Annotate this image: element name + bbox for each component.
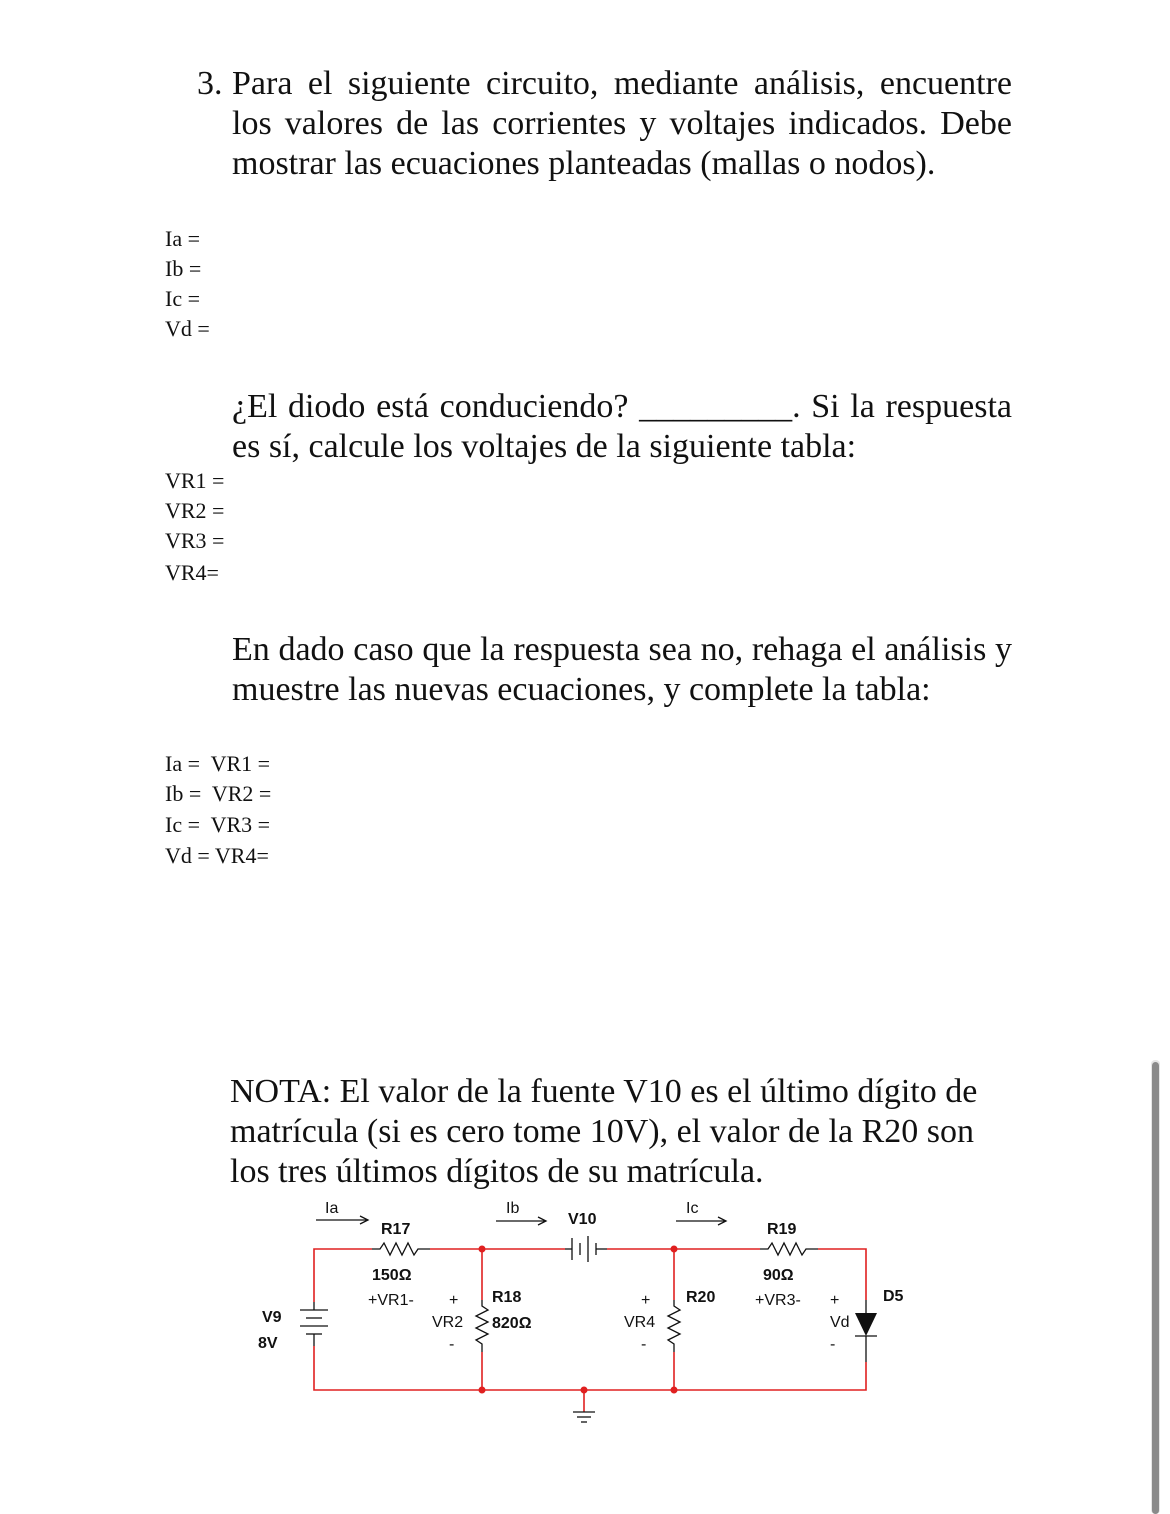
current-arrow-ic-icon xyxy=(676,1217,726,1225)
label-v9-value: 8V xyxy=(258,1335,278,1352)
answer-row-3: Ic = VR3 = xyxy=(165,812,271,837)
v9-battery-icon xyxy=(300,1302,328,1346)
v10-battery-icon xyxy=(565,1236,607,1262)
note: NOTA: El valor de la fuente V10 es el último dígito de matrícula (si es cero tome 10V), el valor de la R20 son los tres últimos dígitos de su matrícula. xyxy=(230,1073,978,1190)
label-v9: V9 xyxy=(262,1309,282,1326)
label-vd: Vd xyxy=(830,1314,850,1331)
node-dot xyxy=(671,1246,677,1252)
label-r19: R19 xyxy=(767,1221,797,1238)
label-r17: R17 xyxy=(381,1221,411,1238)
alt-instruction: En dado caso que la respuesta sea no, rehaga el análisis y muestre las nuevas ecuaciones, y complete la tabla: xyxy=(232,631,1012,708)
answer-ia: Ia = xyxy=(165,226,200,251)
label-vr4-plus: + xyxy=(641,1292,651,1309)
r18-resistor-icon xyxy=(476,1300,488,1352)
answer-row-4: Vd = VR4= xyxy=(165,843,269,868)
label-v10: V10 xyxy=(568,1211,597,1228)
d5-diode-triangle xyxy=(855,1313,877,1336)
node-dot xyxy=(581,1387,587,1393)
label-ic: Ic xyxy=(686,1200,699,1217)
problem-statement xyxy=(197,64,1012,184)
label-vr2-plus: + xyxy=(449,1292,459,1309)
answer-ib: Ib = xyxy=(165,256,202,281)
label-vd-minus: - xyxy=(830,1336,836,1353)
node-dot xyxy=(671,1387,677,1393)
label-r18: R18 xyxy=(492,1289,522,1306)
label-vr2: VR2 xyxy=(432,1314,464,1331)
label-vr2-minus: - xyxy=(449,1336,455,1353)
problem-number: 3. xyxy=(197,65,223,102)
answer-row-2: Ib = VR2 = xyxy=(165,781,272,806)
answer-vd: Vd = xyxy=(165,316,210,341)
node-dot xyxy=(479,1246,485,1252)
answer-ic: Ic = xyxy=(165,286,200,311)
circuit-diagram xyxy=(0,1190,1000,1450)
r17-resistor-icon xyxy=(372,1243,430,1255)
problem-text: Para el siguiente circuito, mediante análisis, encuentre los valores de las corrientes y voltajes indicados. Debe mostrar las ecuaciones planteadas (mallas o nodos). xyxy=(232,65,1012,182)
answer-row-1: Ia = VR1 = xyxy=(165,751,271,776)
answer-vr3: VR3 = xyxy=(165,528,225,553)
label-d5: D5 xyxy=(883,1288,904,1305)
label-ib: Ib xyxy=(506,1200,520,1217)
r19-resistor-icon xyxy=(760,1243,818,1255)
node-dot xyxy=(479,1387,485,1393)
label-vr4: VR4 xyxy=(624,1314,656,1331)
label-vr4-minus: - xyxy=(641,1336,647,1353)
answer-vr2: VR2 = xyxy=(165,498,225,523)
scrollbar-thumb[interactable] xyxy=(1152,1062,1159,1514)
label-vd-plus: + xyxy=(830,1292,840,1309)
r20-resistor-icon xyxy=(668,1300,680,1352)
label-vr1: +VR1- xyxy=(368,1292,414,1309)
current-arrow-ib-icon xyxy=(496,1217,546,1225)
answer-vr4: VR4= xyxy=(165,560,219,585)
ground-icon xyxy=(573,1412,595,1422)
label-r19-value: 90Ω xyxy=(763,1267,794,1284)
current-arrow-ia-icon xyxy=(316,1216,368,1224)
label-vr3: +VR3- xyxy=(755,1292,801,1309)
diode-question: ¿El diodo está conduciendo? _________. Si la respuesta es sí, calcule los voltajes de la siguiente tabla: xyxy=(232,388,1012,465)
label-r20: R20 xyxy=(686,1289,716,1306)
label-r18-value: 820Ω xyxy=(492,1315,532,1332)
answer-vr1: VR1 = xyxy=(165,468,225,493)
label-ia: Ia xyxy=(325,1200,339,1217)
label-r17-value: 150Ω xyxy=(372,1267,412,1284)
